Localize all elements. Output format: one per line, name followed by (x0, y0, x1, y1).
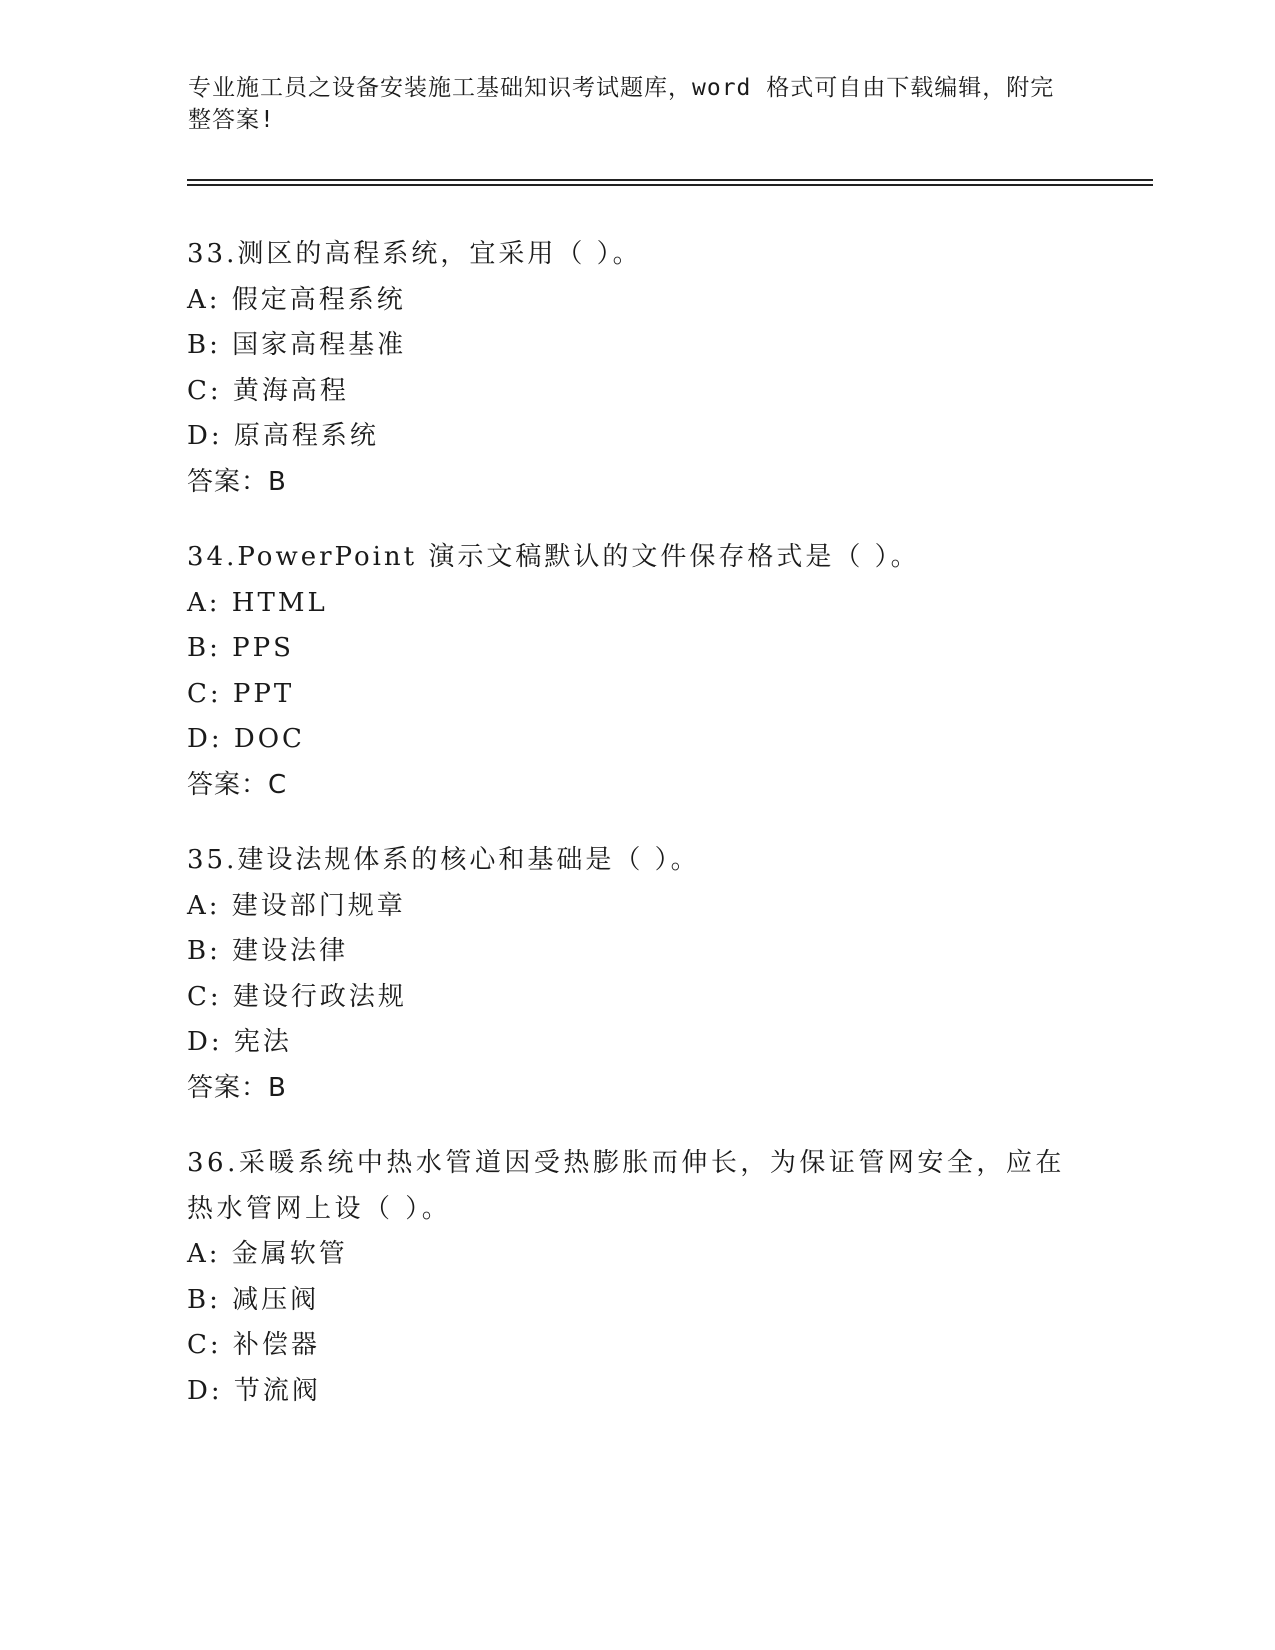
option-d: D: 宪法 (187, 1027, 292, 1057)
option-b: B: PPS (187, 633, 294, 663)
answer-line: 答案：B (187, 466, 287, 497)
header-divider-top (187, 179, 1153, 181)
option-a: A: HTML (187, 587, 328, 618)
question-36 (187, 1141, 1087, 1414)
question-stem: 33.测区的高程系统，宜采用（ ）。 (187, 239, 642, 269)
question-35 (187, 838, 1087, 1111)
header-divider-bottom (187, 184, 1153, 186)
option-c: C: 黄海高程 (187, 375, 349, 406)
option-a: A: 金属软管 (187, 1239, 348, 1269)
option-c: C: 补偿器 (187, 1330, 320, 1360)
question-34 (187, 535, 1087, 808)
option-b: B: 减压阀 (187, 1284, 320, 1315)
option-d: D: 原高程系统 (187, 421, 379, 451)
question-stem: 36.采暖系统中热水管道因受热膨胀而伸长，为保证管网安全，应在热水管网上设（ ）。 (187, 1148, 1065, 1224)
option-b: B: 国家高程基准 (187, 330, 407, 360)
option-a: A: 假定高程系统 (187, 284, 406, 315)
question-stem: 34.PowerPoint 演示文稿默认的文件保存格式是（ ）。 (187, 542, 920, 572)
option-d: D: 节流阀 (187, 1375, 321, 1406)
option-d: D: DOC (187, 724, 305, 754)
answer-line: 答案：C (187, 769, 288, 800)
document-intro: 专业施工员之设备安装施工基础知识考试题库，word 格式可自由下载编辑，附完整答案! (188, 75, 1055, 133)
question-33 (187, 232, 1087, 505)
question-stem: 35.建设法规体系的核心和基础是（ ）。 (187, 845, 700, 875)
option-c: C: 建设行政法规 (187, 981, 407, 1012)
answer-line: 答案：B (187, 1072, 287, 1103)
option-c: C: PPT (187, 678, 295, 709)
question-list (187, 232, 1087, 1444)
option-a: A: 建设部门规章 (187, 890, 406, 921)
option-b: B: 建设法律 (187, 936, 349, 966)
